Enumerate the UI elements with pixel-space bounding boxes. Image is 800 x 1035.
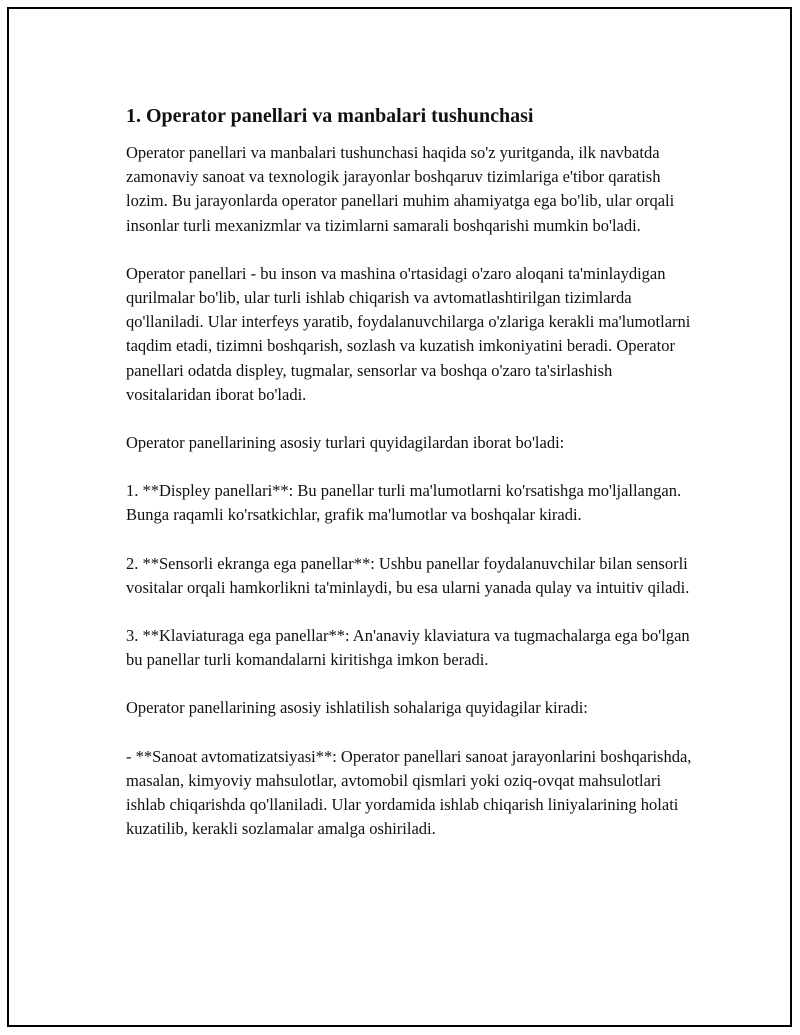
document-body: [126, 103, 698, 865]
section-title: 1. Operator panellari va manbalari tushunchasi: [126, 105, 534, 127]
list-item-touch-panels: 2. **Sensorli ekranga ega panellar**: Ushbu panellar foydalanuvchilar bilan sensorli vositalar orqali hamkorlikni ta'minlaydi, bu esa ularni yanada qulay va intuitiv qiladi.: [126, 553, 690, 597]
page-frame: [7, 7, 792, 1027]
paragraph-definition: Operator panellari - bu inson va mashina o'rtasidagi o'zaro aloqani ta'minlaydigan qurilmalar bo'lib, ular turli ishlab chiqarish va avtomatlashtirilgan tizimlarda qo'llaniladi. Ular interfeys yaratib, foydalanuvchilarga o'zlariga kerakli ma'lumotlarni taqdim etadi, tizimni boshqarish, sozlash va kuzatish imkoniyatini beradi. Operator panellari odatda displey, tugmalar, sensorlar va boshqa o'zaro ta'sirlashish vositalaridan iborat bo'ladi.: [126, 263, 691, 404]
paragraph-intro: Operator panellari va manbalari tushunchasi haqida so'z yuritganda, ilk navbatda zamonaviy sanoat va texnologik jarayonlar boshqaruv tizimlariga e'tibor qaratish lozim. Bu jarayonlarda operator panellari muhim ahamiyatga ega bo'lib, ular orqali insonlar turli mexanizmlar va tizimlarni samarali boshqarishi mumkin bo'ladi.: [126, 143, 675, 235]
list-item-industrial-automation: - **Sanoat avtomatizatsiyasi**: Operator panellari sanoat jarayonlarini boshqarishda, masalan, kimyoviy mahsulotlar, avtomobil qismlari yoki oziq-ovqat mahsulotlari ishlab chiqarishda qo'llaniladi. Ular yordamida ishlab chiqarish liniyalarining holati kuzatilib, kerakli sozlamalar amalga oshiriladi.: [126, 746, 692, 839]
list-item-keyboard-panels: 3. **Klaviaturaga ega panellar**: An'anaviy klaviatura va tugmachalarga ega bo'lgan bu panellar turli komandalarni kiritishga imkon beradi.: [126, 626, 690, 670]
paragraph-usage-intro: Operator panellarining asosiy ishlatilish sohalariga quyidagilar kiradi:: [126, 698, 588, 718]
paragraph-types-intro: Operator panellarining asosiy turlari quyidagilardan iborat bo'ladi:: [126, 433, 565, 453]
list-item-display-panels: 1. **Displey panellari**: Bu panellar turli ma'lumotlarni ko'rsatishga mo'ljallangan. Bunga raqamli ko'rsatkichlar, grafik ma'lumotlar va boshqalar kiradi.: [126, 481, 682, 525]
